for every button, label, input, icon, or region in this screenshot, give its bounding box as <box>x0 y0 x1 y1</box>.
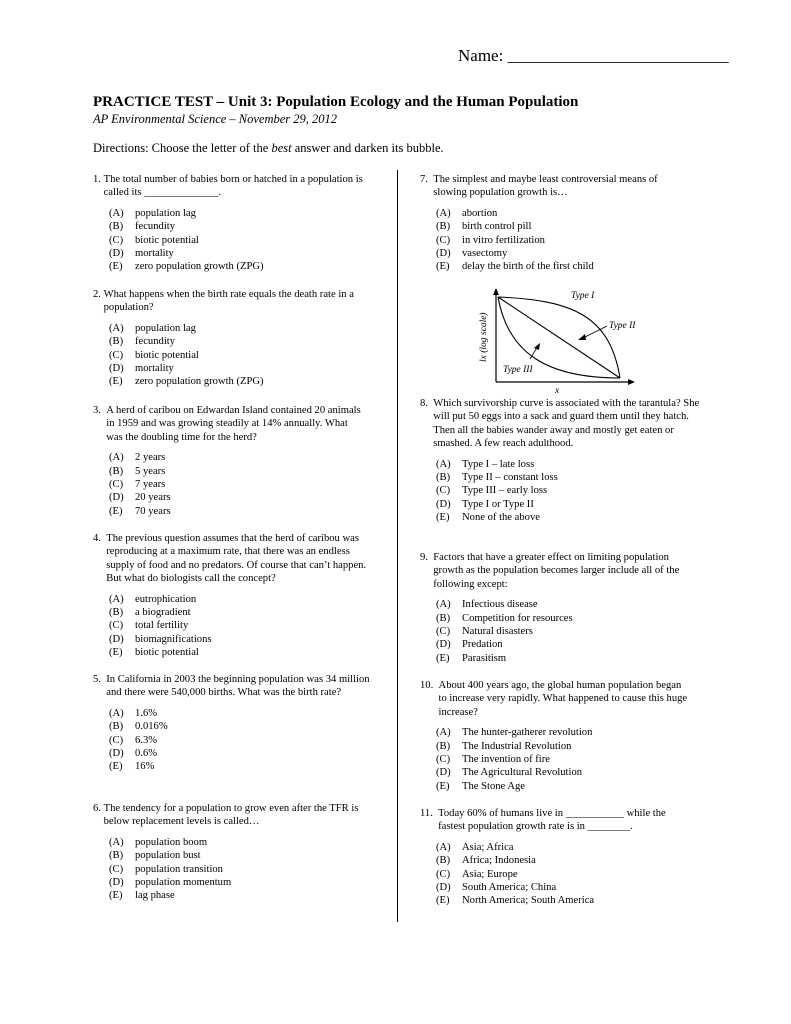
question-10: 10. About 400 years ago, the global human population began to increase very rapidly. What happened to cause this huge increase? (A) The hunter-gatherer revolution (B) The Industrial Revolution (C) The invention of fire (D) The Agricultural Revolution (E) The Stone Age <box>420 679 692 793</box>
choice-5d[interactable]: (D) 0.6% <box>109 747 158 759</box>
choice-7b[interactable]: (B) birth control pill <box>436 221 532 233</box>
x-axis-arrow <box>628 379 635 385</box>
question-4: 4. The previous question assumes that the herd of caribou was reproducing at a maximum rate, that there was an endless supply of food and no predators. Of course that can’t happen. But what do biologists call the concept? (A) eutrophication (B) a biogradient (C) total fertility (D) biomagnifications (E) biotic potential <box>93 532 373 660</box>
directions: Directions: Choose the letter of the best answer and darken its bubble. <box>93 141 444 155</box>
question-7: 7. The simplest and maybe least controversial means of slowing population growth is… (A) abortion (B) birth control pill (C) in vitro fertilization (D) vasectomy (E) delay the birth of the first child <box>420 173 692 274</box>
choice-10b[interactable]: (B) The Industrial Revolution <box>436 740 572 752</box>
choice-1c[interactable]: (C) biotic potential <box>109 234 199 246</box>
choice-6c[interactable]: (C) population transition <box>109 863 223 875</box>
choice-1d[interactable]: (D) mortality <box>109 247 174 259</box>
choice-3b[interactable]: (B) 5 years <box>109 465 166 477</box>
choice-7a[interactable]: (A) abortion <box>436 207 498 219</box>
choice-4a[interactable]: (A) eutrophication <box>109 593 197 605</box>
choice-9d[interactable]: (D) Predation <box>436 639 503 651</box>
question-2: 2. What happens when the birth rate equals the death rate in a population? (A) population lag (B) fecundity (C) biotic potential (D) mortality (E) zero population growth (ZPG) <box>93 288 383 389</box>
choice-6a[interactable]: (A) population boom <box>109 836 208 848</box>
choice-11b[interactable]: (B) Africa; Indonesia <box>436 855 536 867</box>
choice-2a[interactable]: (A) population lag <box>109 322 196 334</box>
choice-9c[interactable]: (C) Natural disasters <box>436 626 533 637</box>
choice-1b[interactable]: (B) fecundity <box>109 221 176 233</box>
choice-11e[interactable]: (E) North America; South America <box>436 895 595 907</box>
choice-3d[interactable]: (D) 20 years <box>109 492 171 504</box>
question-5: 5. In California in 2003 the beginning population was 34 million and there were 540,000 births. What was the birth rate? (A) 1.6% (B) 0.016% (C) 6.3% (D) 0.6% (E) 16% <box>93 674 370 773</box>
survivorship-graph <box>478 284 638 396</box>
choice-5a[interactable]: (A) 1.6% <box>109 707 158 719</box>
choice-3a[interactable]: (A) 2 years <box>109 452 166 464</box>
choice-2e[interactable]: (E) zero population growth (ZPG) <box>109 376 264 388</box>
column-divider <box>397 170 398 922</box>
question-11: 11. Today 60% of humans live in ___________ while the fastest population growth rate is in ________. (A) Asia; Africa (B) Africa; Indonesia (C) Asia; Europe (D) South America; China (E) North America; South America <box>420 807 692 908</box>
y-axis-arrow <box>493 288 499 295</box>
type-2-pointer <box>583 326 607 338</box>
choice-5c[interactable]: (C) 6.3% <box>109 734 158 746</box>
page-title: PRACTICE TEST – Unit 3: Population Ecology and the Human Population <box>93 94 579 110</box>
choice-6b[interactable]: (B) population bust <box>109 850 201 862</box>
choice-11d[interactable]: (D) South America; China <box>436 881 557 893</box>
choice-4e[interactable]: (E) biotic potential <box>109 647 199 659</box>
subtitle: AP Environmental Science – November 29, 2012 <box>93 112 338 126</box>
choice-4c[interactable]: (C) total fertility <box>109 620 189 632</box>
choice-4d[interactable]: (D) biomagnifications <box>109 633 212 645</box>
type-3-label: Type III <box>503 365 533 375</box>
type-3-pointer-head <box>534 343 540 350</box>
choice-8e[interactable]: (E) None of the above <box>436 512 540 524</box>
choice-5e[interactable]: (E) 16% <box>109 761 155 773</box>
choice-2c[interactable]: (C) biotic potential <box>109 349 199 361</box>
type-2-label: Type II <box>609 321 636 331</box>
choice-10d[interactable]: (D) The Agricultural Revolution <box>436 767 583 779</box>
choice-9a[interactable]: (A) Infectious disease <box>436 599 538 611</box>
choice-4b[interactable]: (B) a biogradient <box>109 607 191 619</box>
question-6: 6. The tendency for a population to grow even after the TFR is below replacement levels is called… (A) population boom (B) population bust (C) population transition (D) population momentum (E) lag phase <box>93 802 363 903</box>
choice-10a[interactable]: (A) The hunter-gatherer revolution <box>436 727 593 739</box>
choice-9e[interactable]: (E) Parasitism <box>436 652 507 664</box>
question-8: 8. Which survivorship curve is associated with the tarantula? She will put 50 eggs into a sack and guard them until they hatch. Then all the babies wander away and mostly get eaten or smashed. A few reach adulthood. (A) Type I – late loss (B) Type II – constant loss (C) Type III – early loss (D) Type I or Type II (E) None of the above <box>420 398 700 524</box>
question-1: 1. The total number of babies born or hatched in a population is called its ______________. (A) population lag (B) fecundity (C) biotic potential (D) mortality (E) zero population growth (ZPG) <box>93 174 363 273</box>
choice-2b[interactable]: (B) fecundity <box>109 336 176 348</box>
x-axis-label: x <box>555 386 560 396</box>
choice-10c[interactable]: (C) The invention of fire <box>436 754 550 765</box>
choice-6d[interactable]: (D) population momentum <box>109 876 232 888</box>
choice-1a[interactable]: (A) population lag <box>109 207 196 219</box>
choice-8c[interactable]: (C) Type III – early loss <box>436 485 548 497</box>
question-9: 9. Factors that have a greater effect on limiting population growth as the population becomes larger include all of the following except: (A) Infectious disease (B) Competition for resources (C) Natural disasters (D) Predation (E) Parasitism <box>420 551 696 665</box>
choice-2d[interactable]: (D) mortality <box>109 362 174 374</box>
choice-7d[interactable]: (D) vasectomy <box>436 247 508 259</box>
choice-8d[interactable]: (D) Type I or Type II <box>436 498 534 510</box>
choice-10e[interactable]: (E) The Stone Age <box>436 780 525 792</box>
choice-11c[interactable]: (C) Asia; Europe <box>436 868 518 880</box>
y-axis-label: lx (log scale) <box>479 312 489 362</box>
choice-7e[interactable]: (E) delay the birth of the first child <box>436 261 594 273</box>
choice-7c[interactable]: (C) in vitro fertilization <box>436 234 545 246</box>
choice-9b[interactable]: (B) Competition for resources <box>436 612 573 624</box>
choice-11a[interactable]: (A) Asia; Africa <box>436 841 514 853</box>
choice-6e[interactable]: (E) lag phase <box>109 890 175 902</box>
type-1-label: Type I <box>571 291 595 301</box>
choice-1e[interactable]: (E) zero population growth (ZPG) <box>109 261 264 273</box>
choice-8a[interactable]: (A) Type I – late loss <box>436 458 535 470</box>
question-3: 3. A herd of caribou on Edwardan Island contained 20 animals in 1959 and was growing steadily at 14% annually. What was the doubling time for the herd? (A) 2 years (B) 5 years (C) 7 years (D) 20 years (E) 70 years <box>93 404 363 518</box>
name-field[interactable]: Name: __________________________ <box>458 46 729 65</box>
choice-3c[interactable]: (C) 7 years <box>109 479 166 490</box>
choice-3e[interactable]: (E) 70 years <box>109 505 171 517</box>
choice-5b[interactable]: (B) 0.016% <box>109 721 168 733</box>
type-2-pointer-head <box>578 334 586 340</box>
choice-8b[interactable]: (B) Type II – constant loss <box>436 472 558 484</box>
